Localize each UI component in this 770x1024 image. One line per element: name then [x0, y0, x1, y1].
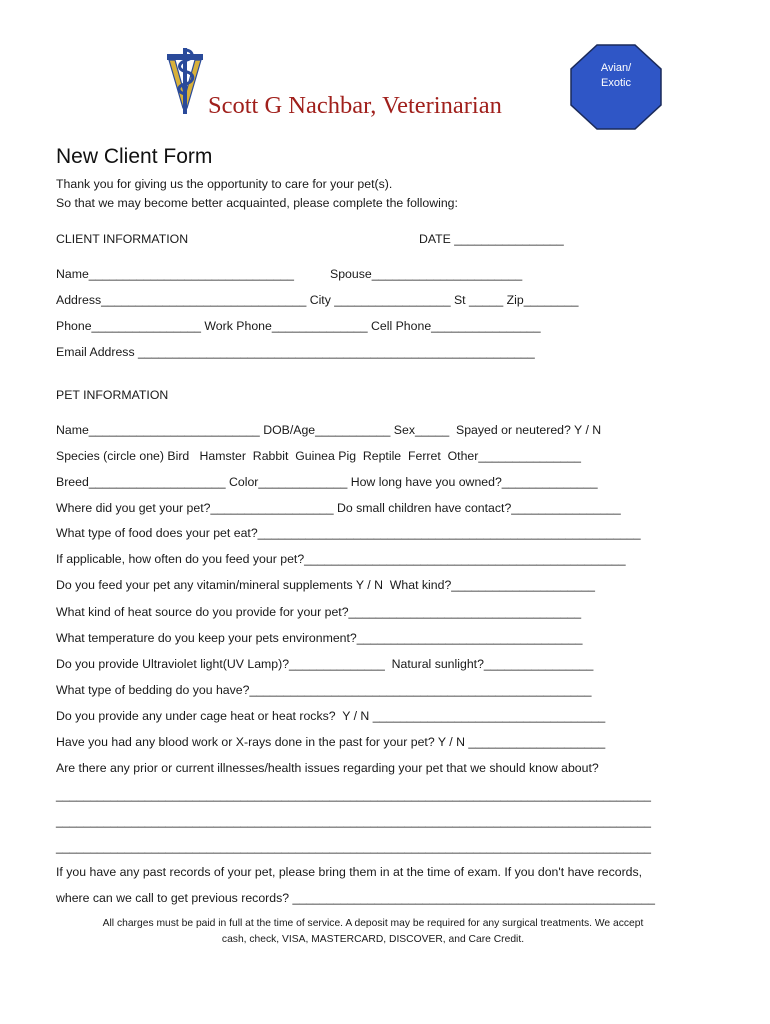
pet-line[interactable]: What type of bedding do you have?__________________________________________________: [56, 683, 592, 697]
pet-line[interactable]: Species (circle one) Bird Hamster Rabbit Guinea Pig Reptile Ferret Other_______________: [56, 449, 581, 463]
payment-terms: [56, 916, 690, 948]
answer-blank-line[interactable]: _______________________________________________________________________________________: [56, 840, 651, 854]
form-title: New Client Form: [56, 145, 213, 168]
email-field[interactable]: Email Address __________________________________________________________: [56, 345, 535, 359]
pet-line[interactable]: Breed____________________ Color_____________ How long have you owned?______________: [56, 475, 598, 489]
pet-line[interactable]: Where did you get your pet?__________________ Do small children have contact?________________: [56, 501, 621, 515]
payment-terms-line-1: All charges must be paid in full at the time of service. A deposit may be required for any surgical treatments. We accept: [102, 918, 644, 929]
payment-terms-line-2: cash, check, VISA, MASTERCARD, DISCOVER, and Care Credit.: [221, 934, 525, 945]
badge-line-1: Avian/: [600, 62, 632, 74]
pet-info-heading: PET INFORMATION: [56, 388, 169, 402]
intro-line-2: So that we may become better acquainted, please complete the following:: [56, 196, 458, 210]
date-field[interactable]: DATE ________________: [419, 232, 564, 246]
phone-field[interactable]: Phone________________ Work Phone______________ Cell Phone________________: [56, 319, 541, 333]
records-note: If you have any past records of your pet, please bring them in at the time of exam. If you don't have records,: [56, 865, 643, 879]
caduceus-logo-icon: [163, 46, 207, 116]
badge-line-2: Exotic: [601, 77, 631, 89]
answer-blank-line[interactable]: _______________________________________________________________________________________: [56, 814, 651, 828]
pet-line[interactable]: Name_________________________ DOB/Age___________ Sex_____ Spayed or neutered? Y / N: [56, 423, 602, 437]
client-info-heading: CLIENT INFORMATION: [56, 232, 189, 246]
pet-line: Are there any prior or current illnesses/health issues regarding your pet that we should know about?: [56, 761, 599, 775]
address-field[interactable]: Address______________________________ City _________________ St _____ Zip________: [56, 293, 579, 307]
pet-line[interactable]: What kind of heat source do you provide for your pet?__________________________________: [56, 605, 582, 619]
badge-label: [570, 61, 662, 91]
pet-line[interactable]: If applicable, how often do you feed your pet?_______________________________________________: [56, 552, 626, 566]
pet-line[interactable]: What type of food does your pet eat?________________________________________________________: [56, 526, 641, 540]
practice-name: Scott G Nachbar, Veterinarian: [208, 92, 502, 119]
pet-line[interactable]: Do you feed your pet any vitamin/mineral supplements Y / N What kind?_____________________: [56, 578, 595, 592]
spouse-field[interactable]: Spouse______________________: [330, 267, 523, 281]
previous-records-field[interactable]: where can we call to get previous records? _____________________________________________________: [56, 891, 655, 905]
pet-line[interactable]: Do you provide Ultraviolet light(UV Lamp)?______________ Natural sunlight?________________: [56, 657, 594, 671]
client-name-field[interactable]: Name______________________________: [56, 267, 294, 281]
answer-blank-line[interactable]: _______________________________________________________________________________________: [56, 788, 651, 802]
pet-line[interactable]: What temperature do you keep your pets environment?_________________________________: [56, 631, 583, 645]
pet-line[interactable]: Do you provide any under cage heat or heat rocks? Y / N __________________________________: [56, 709, 606, 723]
pet-line[interactable]: Have you had any blood work or X-rays done in the past for your pet? Y / N ____________________: [56, 735, 606, 749]
intro-line-1: Thank you for giving us the opportunity to care for your pet(s).: [56, 177, 393, 191]
